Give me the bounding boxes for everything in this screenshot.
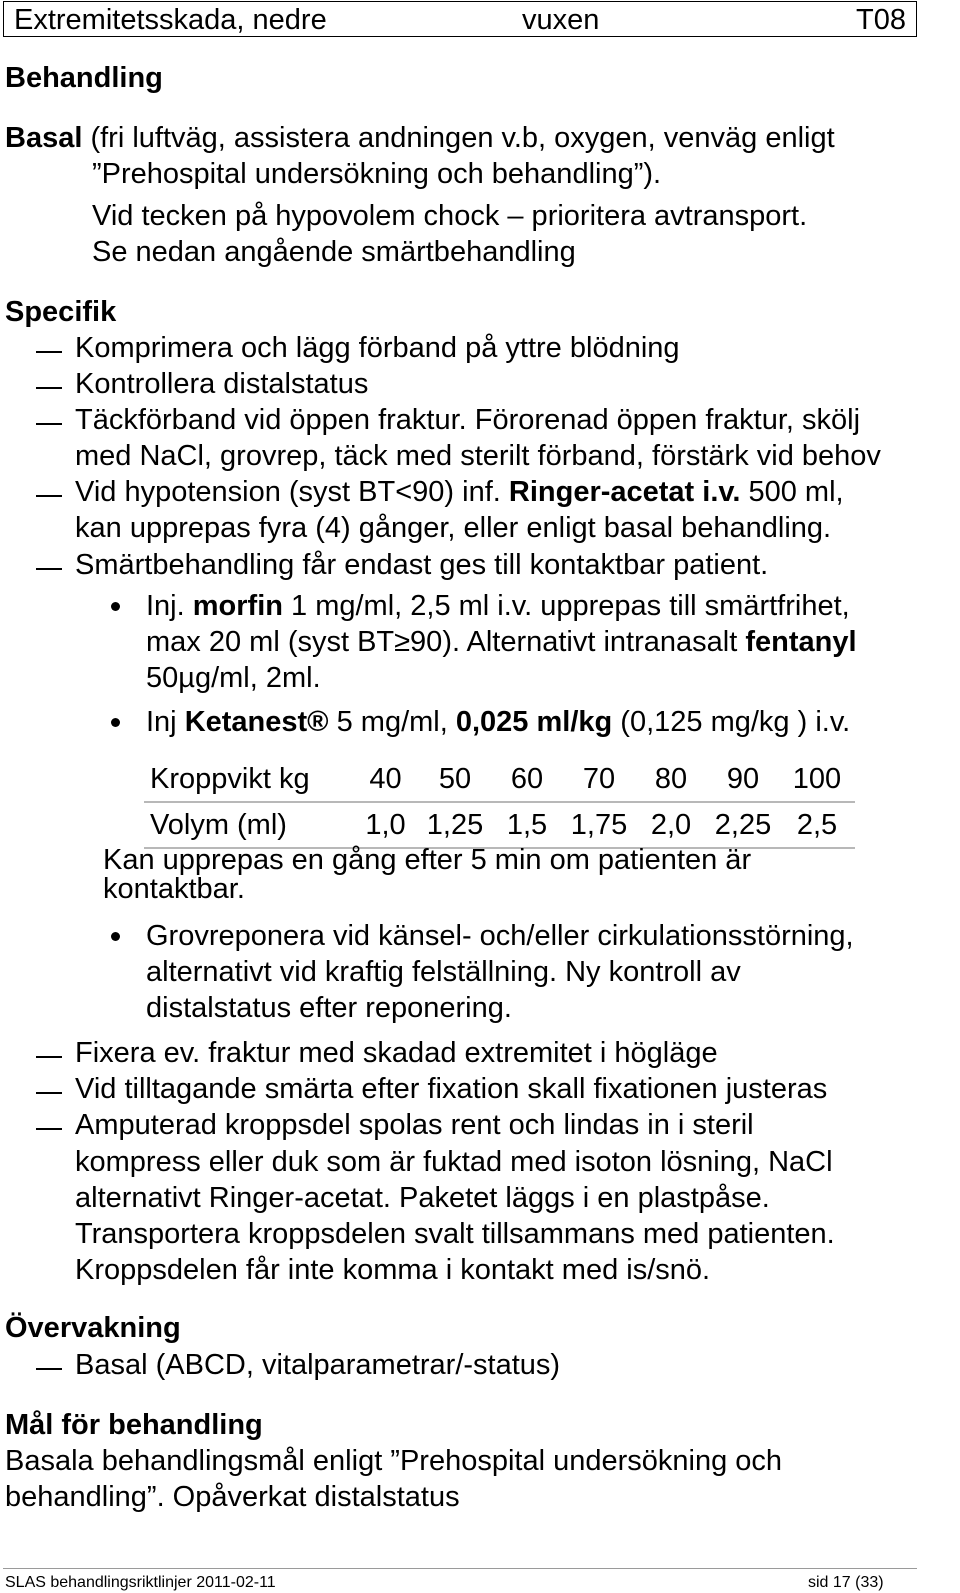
table-cell: 2,25 xyxy=(707,802,779,848)
item-amputerad-4: Transportera kroppsdelen svalt tillsammans med patienten. xyxy=(75,1218,835,1250)
mal-heading: Mål för behandling xyxy=(5,1409,263,1441)
basal-line-1-text: (fri luftväg, assistera andningen v.b, oxygen, venväg enligt xyxy=(82,122,835,154)
item-amputerad-2: kompress eller duk som är fuktad med isoton lösning, NaCl xyxy=(75,1146,833,1178)
footer-page: sid 17 (33) xyxy=(808,1574,884,1591)
basal-line-3: Vid tecken på hypovolem chock – prioritera avtransport. xyxy=(92,200,808,232)
ketanest-line xyxy=(146,704,850,740)
specifik-item-compress: Komprimera och lägg förband på yttre blödning xyxy=(75,332,680,364)
reposition-line-2: alternativt vid kraftig felställning. Ny kontroll av xyxy=(146,956,741,988)
item-amputerad-5: Kroppsdelen får inte komma i kontakt med is/snö. xyxy=(75,1254,711,1286)
basal-line-2: ”Prehospital undersökning och behandling”). xyxy=(92,158,662,190)
dose-table xyxy=(144,757,855,849)
morfin-max: max 20 ml (syst BT≥90). Alternativt intranasalt xyxy=(146,626,746,658)
reposition-line-1: Grovreponera vid känsel- och/eller cirkulationsstörning, xyxy=(146,920,854,952)
reposition-line-3: distalstatus efter reponering. xyxy=(146,992,512,1024)
bullet-icon xyxy=(111,718,120,727)
table-cell: 2,5 xyxy=(779,802,855,848)
ketanest-dose: (0,125 mg/kg ) i.v. xyxy=(612,706,851,738)
item-smarta: Vid tilltagande smärta efter fixation skall fixationen justeras xyxy=(75,1073,828,1105)
overvakning-item: Basal (ABCD, vitalparametrar/-status) xyxy=(75,1349,561,1381)
morfin-label: morfin xyxy=(192,590,283,622)
repeat-note-2: kontaktbar. xyxy=(103,873,245,905)
morfin-line-1 xyxy=(146,588,850,624)
dash-icon xyxy=(36,495,62,497)
bullet-icon xyxy=(111,602,120,611)
dash-icon xyxy=(36,1056,62,1058)
table-cell: 1,75 xyxy=(563,802,635,848)
table-cell: 1,0 xyxy=(352,802,419,848)
footer-left: SLAS behandlingsriktlinjer 2011-02-11 xyxy=(5,1574,276,1591)
dash-icon xyxy=(36,351,62,353)
item-fixera: Fixera ev. fraktur med skadad extremitet i högläge xyxy=(75,1037,718,1069)
item-amputerad-1: Amputerad kroppsdel spolas rent och lindas in i steril xyxy=(75,1109,754,1141)
footer-divider xyxy=(3,1568,917,1569)
mal-text-1: Basala behandlingsmål enligt ”Prehospital undersökning och xyxy=(5,1445,783,1477)
header-patient-group: vuxen xyxy=(522,4,600,36)
specifik-heading: Specifik xyxy=(5,296,117,328)
table-cell: 2,0 xyxy=(635,802,707,848)
dash-icon xyxy=(36,1128,62,1130)
morfin-dose: 1 mg/ml, 2,5 ml i.v. upprepas till smärtfrihet, xyxy=(282,590,850,622)
specifik-item-distalstatus: Kontrollera distalstatus xyxy=(75,368,369,400)
header-code: T08 xyxy=(856,4,906,36)
table-cell: 70 xyxy=(563,757,635,802)
table-cell: 40 xyxy=(352,757,419,802)
ketanest-inj: Inj xyxy=(146,706,185,738)
ketanest-conc: 5 mg/ml, xyxy=(328,706,456,738)
basal-line-1 xyxy=(5,120,835,156)
specifik-item-pain: Smärtbehandling får endast ges till kontaktbar patient. xyxy=(75,549,769,581)
hypotension-volume: 500 ml, xyxy=(740,476,844,508)
fentanyl-label: fentanyl xyxy=(745,626,857,658)
table-cell: 80 xyxy=(635,757,707,802)
specifik-item-open-fracture-1: Täckförband vid öppen fraktur. Förorenad öppen fraktur, skölj xyxy=(75,404,861,436)
specifik-item-open-fracture-2: med NaCl, grovrep, täck med sterilt förband, förstärk vid behov xyxy=(75,440,881,472)
document-header xyxy=(3,1,917,37)
table-row xyxy=(144,802,855,848)
dash-icon xyxy=(36,423,62,425)
dash-icon xyxy=(36,568,62,570)
behandling-heading: Behandling xyxy=(5,62,163,94)
dash-icon xyxy=(36,387,62,389)
ringer-acetat-label: Ringer-acetat i.v. xyxy=(508,476,741,508)
item-amputerad-3: alternativt Ringer-acetat. Paketet läggs i en plastpåse. xyxy=(75,1182,770,1214)
morfin-line-2 xyxy=(146,624,857,660)
basal-line-4: Se nedan angående smärtbehandling xyxy=(92,236,576,268)
morfin-inj: Inj. xyxy=(146,590,193,622)
ketanest-label: Ketanest® xyxy=(184,706,329,738)
specifik-item-hypotension-1 xyxy=(75,474,844,510)
specifik-item-hypotension-2: kan upprepas fyra (4) gånger, eller enligt basal behandling. xyxy=(75,512,832,544)
dash-icon xyxy=(36,1368,62,1370)
basal-label: Basal xyxy=(5,122,83,154)
repeat-note-1: Kan upprepas en gång efter 5 min om patienten är xyxy=(103,844,752,876)
table-cell: Kroppvikt kg xyxy=(144,757,352,802)
header-title: Extremitetsskada, nedre xyxy=(14,4,327,36)
table-cell: 1,5 xyxy=(491,802,563,848)
table-cell: 60 xyxy=(491,757,563,802)
mal-text-2: behandling”. Opåverkat distalstatus xyxy=(5,1481,460,1513)
table-cell: 1,25 xyxy=(419,802,491,848)
table-cell: Volym (ml) xyxy=(144,802,352,848)
hypotension-text: Vid hypotension (syst BT<90) inf. xyxy=(75,476,509,508)
bullet-icon xyxy=(111,932,120,941)
table-cell: 90 xyxy=(707,757,779,802)
overvakning-heading: Övervakning xyxy=(5,1312,181,1344)
table-cell: 50 xyxy=(419,757,491,802)
table-cell: 100 xyxy=(779,757,855,802)
table-row xyxy=(144,757,855,802)
ketanest-volume: 0,025 ml/kg xyxy=(455,706,613,738)
morfin-line-3: 50µg/ml, 2ml. xyxy=(146,662,321,694)
dash-icon xyxy=(36,1092,62,1094)
